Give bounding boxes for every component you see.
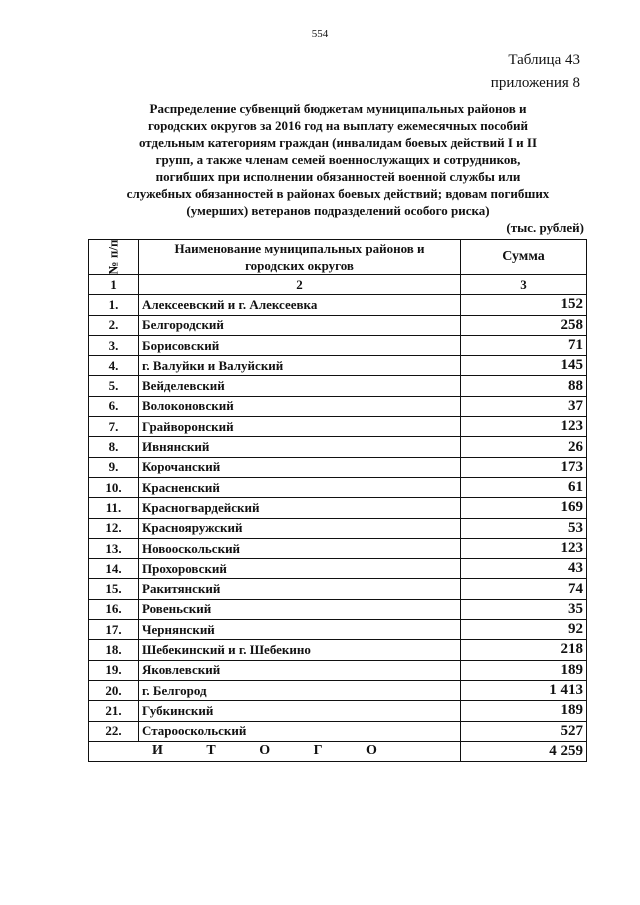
row-number: 19. xyxy=(89,660,139,680)
row-sum: 61 xyxy=(461,477,587,497)
row-number: 21. xyxy=(89,701,139,721)
district-name: Яковлевский xyxy=(139,660,461,680)
row-sum: 189 xyxy=(461,701,587,721)
table-row xyxy=(89,518,587,538)
row-number: 15. xyxy=(89,579,139,599)
table-row xyxy=(89,457,587,477)
table-row xyxy=(89,315,587,335)
row-number: 10. xyxy=(89,477,139,497)
district-name: Ровеньский xyxy=(139,599,461,619)
table-row xyxy=(89,660,587,680)
district-name: Старооскольский xyxy=(139,721,461,741)
table-row xyxy=(89,620,587,640)
district-name: Вейделевский xyxy=(139,376,461,396)
table-row xyxy=(89,437,587,457)
row-sum: 35 xyxy=(461,599,587,619)
total-label: И Т О Г О xyxy=(89,741,461,761)
header-name-line: городских округов xyxy=(245,258,354,273)
table-row xyxy=(89,579,587,599)
row-number: 18. xyxy=(89,640,139,660)
row-sum: 123 xyxy=(461,538,587,558)
table-row xyxy=(89,498,587,518)
column-number-row xyxy=(89,275,587,295)
row-number: 17. xyxy=(89,620,139,640)
row-number: 16. xyxy=(89,599,139,619)
table-body xyxy=(89,295,587,742)
row-number: 6. xyxy=(89,396,139,416)
header-name-line: Наименование муниципальных районов и xyxy=(174,241,425,256)
district-name: Борисовский xyxy=(139,335,461,355)
row-sum: 152 xyxy=(461,295,587,315)
page-number: 554 xyxy=(311,28,329,40)
units-label: (тыс. рублей) xyxy=(506,220,584,235)
header-name xyxy=(139,240,461,275)
row-sum: 1 413 xyxy=(461,680,587,700)
table-row xyxy=(89,640,587,660)
row-sum: 123 xyxy=(461,417,587,437)
header-num xyxy=(89,240,139,275)
column-number: 1 xyxy=(89,275,139,295)
table-row xyxy=(89,356,587,376)
document-title xyxy=(88,100,588,219)
row-sum: 74 xyxy=(461,579,587,599)
row-number: 5. xyxy=(89,376,139,396)
district-name: г. Валуйки и Валуйский xyxy=(139,356,461,376)
table-label: Таблица 43 xyxy=(508,52,580,68)
table-row xyxy=(89,538,587,558)
row-number: 11. xyxy=(89,498,139,518)
district-name: Белгородский xyxy=(139,315,461,335)
header-sum: Сумма xyxy=(461,240,587,275)
title-line: Распределение субвенций бюджетам муниципальных районов и xyxy=(149,101,527,116)
total-row xyxy=(89,741,587,761)
subvention-table xyxy=(88,239,587,762)
district-name: Корочанский xyxy=(139,457,461,477)
row-sum: 189 xyxy=(461,660,587,680)
table-row xyxy=(89,396,587,416)
row-sum: 37 xyxy=(461,396,587,416)
row-number: 12. xyxy=(89,518,139,538)
title-line: городских округов за 2016 год на выплату ежемесячных пособий xyxy=(147,118,528,133)
row-number: 7. xyxy=(89,417,139,437)
row-number: 3. xyxy=(89,335,139,355)
district-name: Красногвардейский xyxy=(139,498,461,518)
row-sum: 527 xyxy=(461,721,587,741)
title-line: (умерших) ветеранов подразделений особого риска) xyxy=(186,203,490,218)
table-row xyxy=(89,417,587,437)
row-number: 2. xyxy=(89,315,139,335)
appendix-label: приложения 8 xyxy=(490,75,580,91)
row-sum: 71 xyxy=(461,335,587,355)
district-name: Ивнянский xyxy=(139,437,461,457)
table-row xyxy=(89,335,587,355)
row-sum: 258 xyxy=(461,315,587,335)
district-name: Красненский xyxy=(139,477,461,497)
row-sum: 92 xyxy=(461,620,587,640)
row-number: 14. xyxy=(89,559,139,579)
district-name: Грайворонский xyxy=(139,417,461,437)
row-sum: 145 xyxy=(461,356,587,376)
district-name: Краснояружский xyxy=(139,518,461,538)
row-sum: 88 xyxy=(461,376,587,396)
title-line: отдельным категориям граждан (инвалидам боевых действий I и II xyxy=(138,135,538,150)
district-name: Шебекинский и г. Шебекино xyxy=(139,640,461,660)
title-line: погибших при исполнении обязанностей военной службы или xyxy=(155,169,521,184)
column-number: 3 xyxy=(461,275,587,295)
table-row xyxy=(89,721,587,741)
district-name: Волоконовский xyxy=(139,396,461,416)
table-header-row xyxy=(89,240,587,275)
district-name: Ракитянский xyxy=(139,579,461,599)
row-number: 20. xyxy=(89,680,139,700)
table-row xyxy=(89,559,587,579)
row-sum: 26 xyxy=(461,437,587,457)
row-number: 22. xyxy=(89,721,139,741)
table-row xyxy=(89,701,587,721)
total-sum: 4 259 xyxy=(461,741,587,761)
row-number: 9. xyxy=(89,457,139,477)
row-sum: 43 xyxy=(461,559,587,579)
row-number: 13. xyxy=(89,538,139,558)
district-name: г. Белгород xyxy=(139,680,461,700)
title-line: служебных обязанностей в районах боевых действий; вдовам погибших xyxy=(126,186,550,201)
table-row xyxy=(89,477,587,497)
row-number: 1. xyxy=(89,295,139,315)
table-row xyxy=(89,376,587,396)
column-number: 2 xyxy=(139,275,461,295)
district-name: Чернянский xyxy=(139,620,461,640)
header-num-text: № п/п xyxy=(105,239,121,275)
title-line: групп, а также членам семей военнослужащих и сотрудников, xyxy=(155,152,521,167)
district-name: Алексеевский и г. Алексеевка xyxy=(139,295,461,315)
district-name: Прохоровский xyxy=(139,559,461,579)
table-row xyxy=(89,680,587,700)
row-number: 8. xyxy=(89,437,139,457)
row-number: 4. xyxy=(89,356,139,376)
row-sum: 53 xyxy=(461,518,587,538)
row-sum: 169 xyxy=(461,498,587,518)
district-name: Новооскольский xyxy=(139,538,461,558)
row-sum: 173 xyxy=(461,457,587,477)
row-sum: 218 xyxy=(461,640,587,660)
table-row xyxy=(89,599,587,619)
table-row xyxy=(89,295,587,315)
district-name: Губкинский xyxy=(139,701,461,721)
